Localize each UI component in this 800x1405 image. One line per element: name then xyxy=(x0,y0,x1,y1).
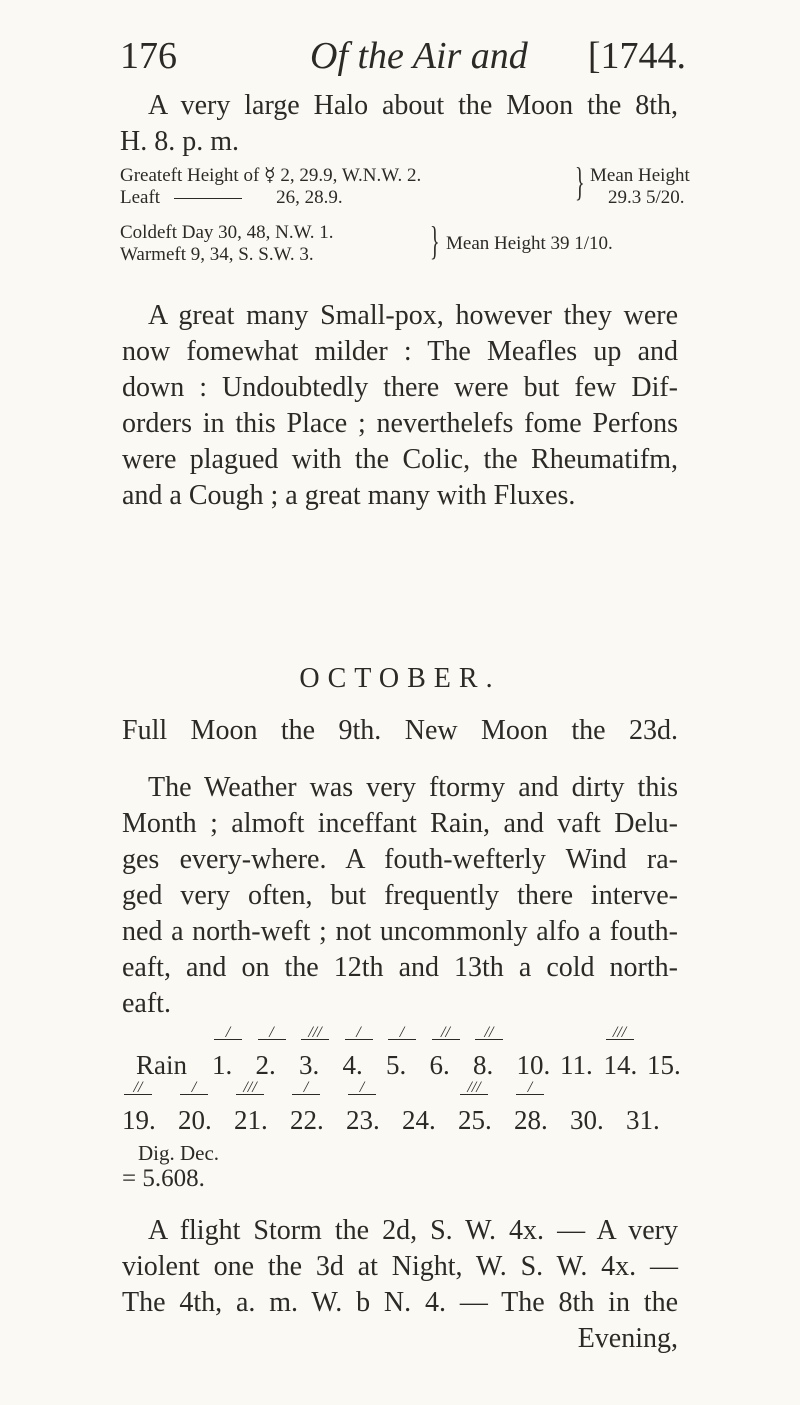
storms-paragraph xyxy=(122,1213,678,1357)
text-line: violent one the 3d at Night, W. S. W. 4x. — xyxy=(122,1251,678,1282)
brace-icon: } xyxy=(575,159,585,204)
rain-day: 3. xyxy=(299,1050,320,1080)
rain-mark: /// xyxy=(454,1079,494,1097)
rain-day: 2. xyxy=(255,1050,276,1080)
catchword: Evening, xyxy=(577,1323,678,1354)
thermometer-mean: Mean Height 39 1/10. xyxy=(446,233,613,254)
text-line: ned a north-weft ; not uncommonly alfo a fouth- xyxy=(122,916,678,947)
barometer-mean-label: Mean Height xyxy=(590,165,690,186)
running-year: [1744. xyxy=(587,35,686,77)
rain-day: 20. xyxy=(178,1105,212,1135)
rain-total-label: Dig. Dec. xyxy=(138,1141,220,1165)
rain-day: 28. xyxy=(514,1105,548,1135)
moons-line xyxy=(122,713,678,749)
rain-day: 19. xyxy=(122,1105,156,1135)
rain-day: 8. xyxy=(473,1050,494,1080)
rain-day: 5. xyxy=(386,1050,407,1080)
rain-mark: / xyxy=(339,1024,379,1042)
rain-mark: / xyxy=(286,1079,326,1097)
text-line: Full Moon the 9th. New Moon the 23d. xyxy=(122,715,678,746)
rain-mark: // xyxy=(469,1024,509,1042)
weather-paragraph xyxy=(122,770,678,1022)
least-label: Leaft xyxy=(120,187,161,208)
running-head xyxy=(120,34,686,84)
text-line: were plagued with the Colic, the Rheumatifm, xyxy=(122,444,678,475)
text-line: eaft. xyxy=(122,988,171,1019)
text-line: and a Cough ; a great many with Fluxes. xyxy=(122,480,576,511)
rain-day: 11. xyxy=(560,1050,593,1080)
text-line: eaft, and on the 12th and 13th a cold north- xyxy=(122,952,678,983)
rain-day: 25. xyxy=(458,1105,492,1135)
rain-day: 22. xyxy=(290,1105,324,1135)
text-line: A great many Small-pox, however they were xyxy=(148,300,678,331)
dash-rule xyxy=(174,198,242,199)
smallpox-paragraph xyxy=(122,298,678,514)
halo-note xyxy=(120,88,678,160)
barometer-mean-value: 29.3 5/20. xyxy=(608,187,685,208)
thermometer-coldest: Coldeft Day 30, 48, N.W. 1. xyxy=(120,222,334,243)
thermometer-warmest: Warmeft 9, 34, S. S.W. 3. xyxy=(120,244,314,265)
barometer-least xyxy=(120,187,343,209)
rain-day: 14. xyxy=(603,1050,638,1080)
rain-day: 1. xyxy=(212,1050,233,1080)
rain-day: 30. xyxy=(570,1105,604,1135)
running-title: Of the Air and xyxy=(310,35,528,77)
text-line: Month ; almoft inceffant Rain, and vaft Delu- xyxy=(122,808,678,839)
rain-total-value: = 5.608. xyxy=(122,1165,205,1192)
rain-day: 4. xyxy=(342,1050,363,1080)
rain-mark: / xyxy=(382,1024,422,1042)
rain-mark: /// xyxy=(600,1024,640,1042)
rain-mark: / xyxy=(510,1079,550,1097)
rain-mark: / xyxy=(252,1024,292,1042)
rain-mark: / xyxy=(174,1079,214,1097)
rain-day: 6. xyxy=(429,1050,450,1080)
rain-day: 10. xyxy=(516,1050,551,1080)
rain-mark: /// xyxy=(295,1024,335,1042)
text-line: A very large Halo about the Moon the 8th, xyxy=(148,90,678,121)
rain-mark: // xyxy=(426,1024,466,1042)
rain-day: 31. xyxy=(626,1105,660,1135)
text-line: A flight Storm the 2d, S. W. 4x. — A very xyxy=(148,1215,678,1246)
month-heading: OCTOBER. xyxy=(299,663,501,694)
rain-mark: // xyxy=(118,1079,158,1097)
text-line: orders in this Place ; neverthelefs fome Perfons xyxy=(122,408,678,439)
rain-mark: / xyxy=(342,1079,382,1097)
barometer-greatest: Greateft Height of ☿ 2, 29.9, W.N.W. 2. xyxy=(120,165,422,186)
text-line: The 4th, a. m. W. b N. 4. — The 8th in the xyxy=(122,1287,678,1318)
text-line: down : Undoubtedly there were but few Dif- xyxy=(122,372,678,403)
text-line: ged very often, but frequently there interve- xyxy=(122,880,678,911)
rain-day: 21. xyxy=(234,1105,268,1135)
text-line: now fomewhat milder : The Meafles up and xyxy=(122,336,678,367)
rain-mark: / xyxy=(208,1024,248,1042)
brace-icon: } xyxy=(430,218,440,263)
rain-day: 15. xyxy=(647,1050,681,1080)
rain-label: Rain xyxy=(136,1050,187,1080)
rain-day: 24. xyxy=(402,1105,436,1135)
text-line: H. 8. p. m. xyxy=(120,126,239,157)
page-number: 176 xyxy=(120,35,177,77)
least-value: 26, 28.9. xyxy=(276,187,343,208)
text-line: The Weather was very ftormy and dirty this xyxy=(148,772,678,803)
text-line: ges every-where. A fouth-wefterly Wind ra- xyxy=(122,844,678,875)
rain-day: 23. xyxy=(346,1105,380,1135)
rain-mark: /// xyxy=(230,1079,270,1097)
